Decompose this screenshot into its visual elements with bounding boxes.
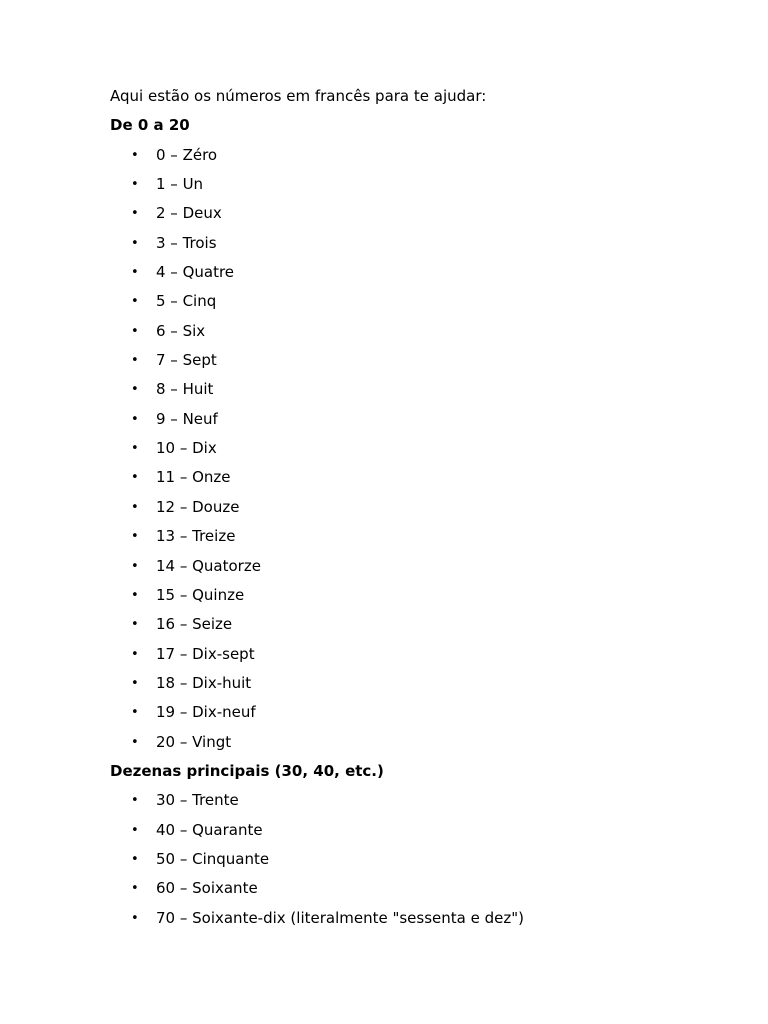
list-item-text: 20 – Vingt bbox=[156, 732, 232, 751]
list-item-text: 5 – Cinq bbox=[156, 292, 217, 311]
list-item bbox=[110, 141, 730, 170]
list-item-text: 2 – Deux bbox=[156, 204, 222, 223]
list-item-text: 16 – Seize bbox=[156, 615, 233, 634]
bullet-icon: • bbox=[131, 910, 139, 926]
bullet-icon: • bbox=[131, 206, 139, 222]
intro-text: Aqui estão os números em francês para te ajudar: bbox=[110, 87, 487, 105]
bullet-icon: • bbox=[131, 587, 139, 603]
list-item-text: 6 – Six bbox=[156, 321, 206, 340]
list-item-text: 4 – Quatre bbox=[156, 263, 235, 282]
list-item-text: 19 – Dix-neuf bbox=[156, 703, 256, 722]
section-tens bbox=[110, 757, 730, 933]
list-item bbox=[110, 229, 730, 258]
list-item bbox=[110, 405, 730, 434]
list-item bbox=[110, 375, 730, 404]
list-item bbox=[110, 346, 730, 375]
list-item-text: 17 – Dix-sept bbox=[156, 644, 255, 663]
list-item-text: 10 – Dix bbox=[156, 439, 217, 458]
section-heading: De 0 a 20 bbox=[110, 116, 190, 135]
bullet-icon: • bbox=[131, 705, 139, 721]
bullet-icon: • bbox=[131, 441, 139, 457]
list-item bbox=[110, 199, 730, 228]
bullet-icon: • bbox=[131, 675, 139, 691]
list-item-text: 11 – Onze bbox=[156, 468, 231, 487]
list-item bbox=[110, 170, 730, 199]
list-item bbox=[110, 552, 730, 581]
bullet-icon: • bbox=[131, 558, 139, 574]
bullet-icon: • bbox=[131, 734, 139, 750]
section-0-20 bbox=[110, 111, 730, 757]
bullet-icon: • bbox=[131, 617, 139, 633]
bullet-icon: • bbox=[131, 851, 139, 867]
list-item bbox=[110, 493, 730, 522]
list-item-text: 15 – Quinze bbox=[156, 585, 245, 604]
bullet-icon: • bbox=[131, 382, 139, 398]
list-item bbox=[110, 874, 730, 903]
list-item bbox=[110, 786, 730, 815]
bullet-icon: • bbox=[131, 235, 139, 251]
list-item bbox=[110, 522, 730, 551]
list-item bbox=[110, 816, 730, 845]
list-item bbox=[110, 845, 730, 874]
bullet-icon: • bbox=[131, 411, 139, 427]
bullet-icon: • bbox=[131, 499, 139, 515]
list-item-text: 18 – Dix-huit bbox=[156, 673, 252, 692]
bullet-icon: • bbox=[131, 353, 139, 369]
number-list bbox=[110, 141, 730, 757]
list-item-text: 8 – Huit bbox=[156, 380, 214, 399]
section-heading: Dezenas principais (30, 40, etc.) bbox=[110, 761, 384, 780]
list-item-text: 12 – Douze bbox=[156, 497, 240, 516]
bullet-icon: • bbox=[131, 822, 139, 838]
list-item-text: 70 – Soixante-dix (literalmente "sessenta e dez") bbox=[156, 908, 524, 927]
list-item-text: 9 – Neuf bbox=[156, 409, 218, 428]
bullet-icon: • bbox=[131, 793, 139, 809]
number-list bbox=[110, 786, 730, 933]
list-item-text: 0 – Zéro bbox=[156, 145, 218, 164]
document-body bbox=[110, 82, 730, 933]
list-item-text: 7 – Sept bbox=[156, 351, 217, 370]
bullet-icon: • bbox=[131, 881, 139, 897]
list-item bbox=[110, 258, 730, 287]
bullet-icon: • bbox=[131, 529, 139, 545]
list-item bbox=[110, 669, 730, 698]
list-item bbox=[110, 317, 730, 346]
list-item-text: 30 – Trente bbox=[156, 791, 239, 810]
bullet-icon: • bbox=[131, 147, 139, 163]
list-item bbox=[110, 287, 730, 316]
bullet-icon: • bbox=[131, 470, 139, 486]
list-item bbox=[110, 610, 730, 639]
bullet-icon: • bbox=[131, 294, 139, 310]
list-item-text: 60 – Soixante bbox=[156, 879, 258, 898]
list-item-text: 1 – Un bbox=[156, 175, 204, 194]
bullet-icon: • bbox=[131, 265, 139, 281]
list-item bbox=[110, 728, 730, 757]
list-item bbox=[110, 640, 730, 669]
bullet-icon: • bbox=[131, 323, 139, 339]
bullet-icon: • bbox=[131, 646, 139, 662]
list-item bbox=[110, 434, 730, 463]
list-item-text: 40 – Quarante bbox=[156, 820, 263, 839]
list-item bbox=[110, 698, 730, 727]
list-item bbox=[110, 904, 730, 933]
list-item-text: 50 – Cinquante bbox=[156, 849, 270, 868]
list-item-text: 14 – Quatorze bbox=[156, 556, 261, 575]
bullet-icon: • bbox=[131, 177, 139, 193]
list-item-text: 13 – Treize bbox=[156, 527, 236, 546]
list-item-text: 3 – Trois bbox=[156, 233, 217, 252]
list-item bbox=[110, 581, 730, 610]
list-item bbox=[110, 463, 730, 492]
